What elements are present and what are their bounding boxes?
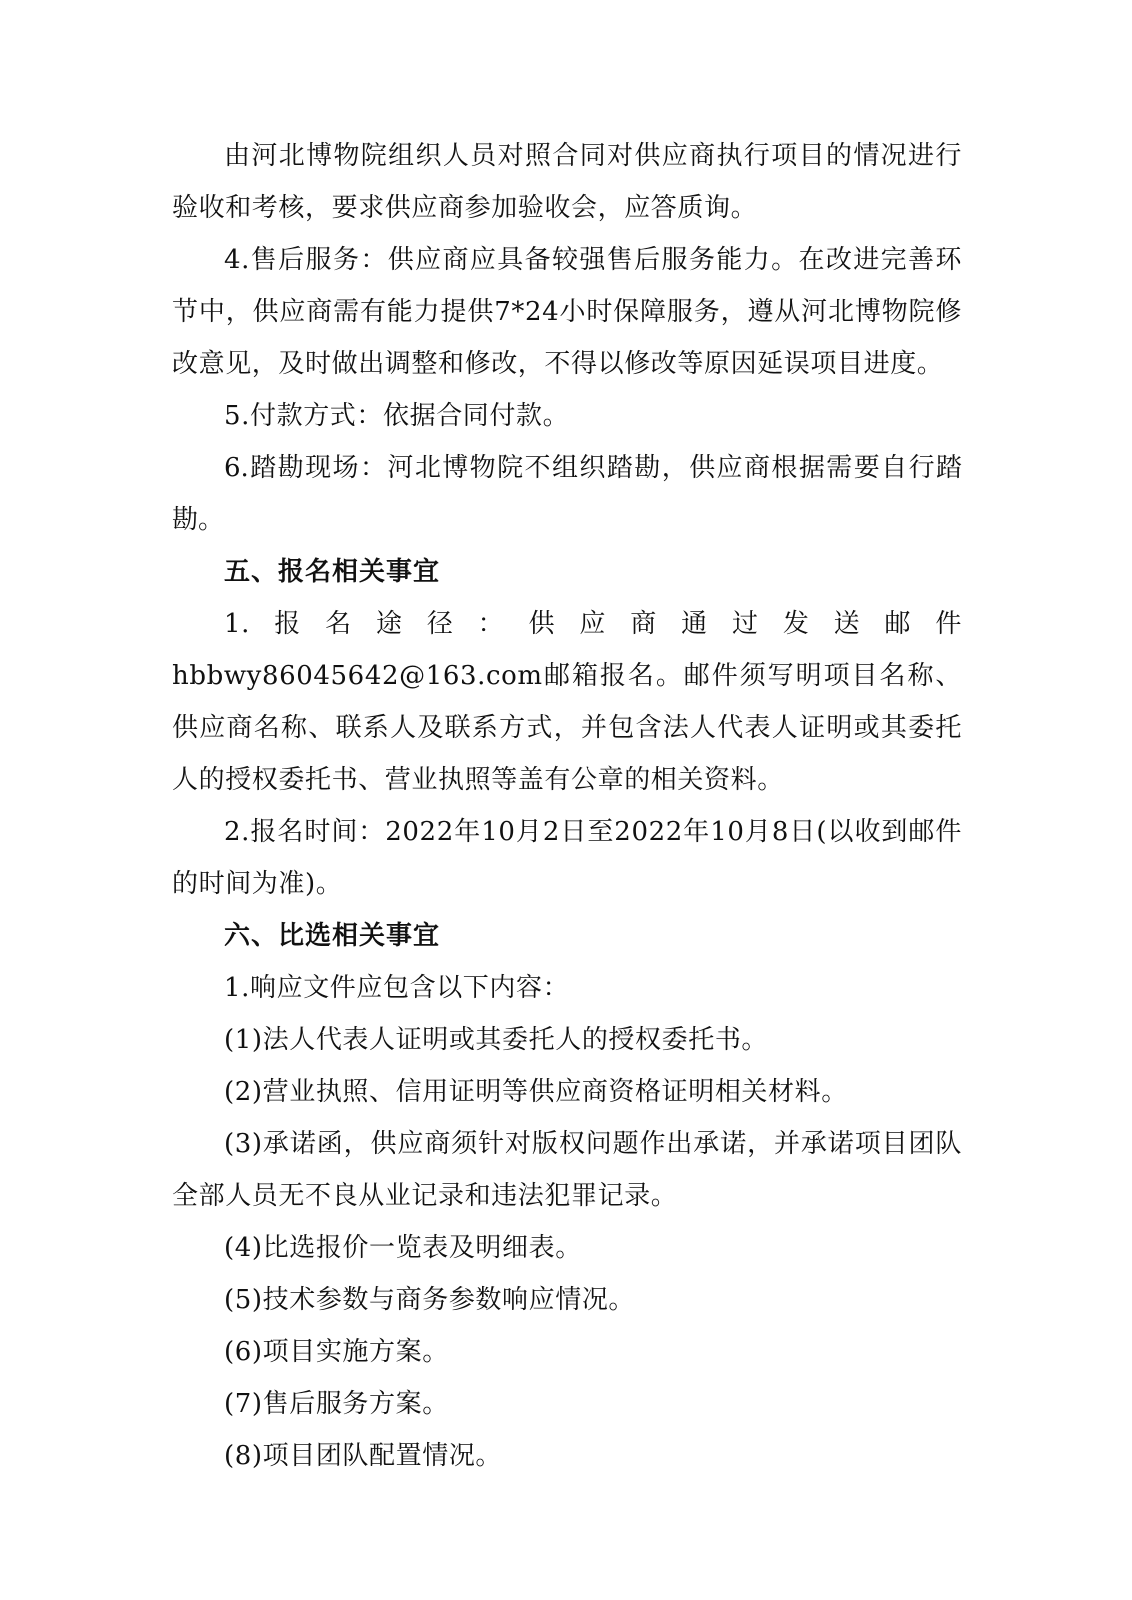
after-sales-paragraph: 4.售后服务：供应商应具备较强售后服务能力。在改进完善环节中，供应商需有能力提供7*24小时保障服务，遵从河北博物院修改意见，及时做出调整和修改，不得以修改等原因延误项目进度。 xyxy=(172,245,962,379)
acceptance-paragraph: 由河北博物院组织人员对照合同对供应商执行项目的情况进行验收和考核，要求供应商参加验收会，应答质询。 xyxy=(172,141,962,223)
payment-paragraph: 5.付款方式：依据合同付款。 xyxy=(224,401,570,431)
response-item: (1)法人代表人证明或其委托人的授权委托书。 xyxy=(224,1025,769,1055)
response-item: (5)技术参数与商务参数响应情况。 xyxy=(224,1285,636,1315)
response-item: (8)项目团队配置情况。 xyxy=(224,1441,503,1471)
response-item: (7)售后服务方案。 xyxy=(224,1389,449,1419)
document-page xyxy=(172,130,962,1482)
response-item: (3)承诺函，供应商须针对版权问题作出承诺，并承诺项目团队全部人员无不良从业记录和违法犯罪记录。 xyxy=(172,1129,962,1211)
section5-heading: 五、报名相关事宜 xyxy=(224,557,441,587)
response-item: (2)营业执照、信用证明等供应商资格证明相关材料。 xyxy=(224,1077,848,1107)
registration-way-paragraph: 1.报名途径：供应商通过发送邮件hbbwy86045642@163.com邮箱报名。邮件须写明项目名称、供应商名称、联系人及联系方式，并包含法人代表人证明或其委托人的授权委托书、营业执照等盖有公章的相关资料。 xyxy=(172,609,962,795)
section6-heading: 六、比选相关事宜 xyxy=(224,921,441,951)
registration-time-paragraph: 2.报名时间：2022年10月2日至2022年10月8日(以收到邮件的时间为准)。 xyxy=(172,817,962,899)
response-item: (4)比选报价一览表及明细表。 xyxy=(224,1233,582,1263)
response-intro: 1.响应文件应包含以下内容： xyxy=(224,973,570,1003)
site-visit-paragraph: 6.踏勘现场：河北博物院不组织踏勘，供应商根据需要自行踏勘。 xyxy=(172,453,962,535)
response-item: (6)项目实施方案。 xyxy=(224,1337,449,1367)
